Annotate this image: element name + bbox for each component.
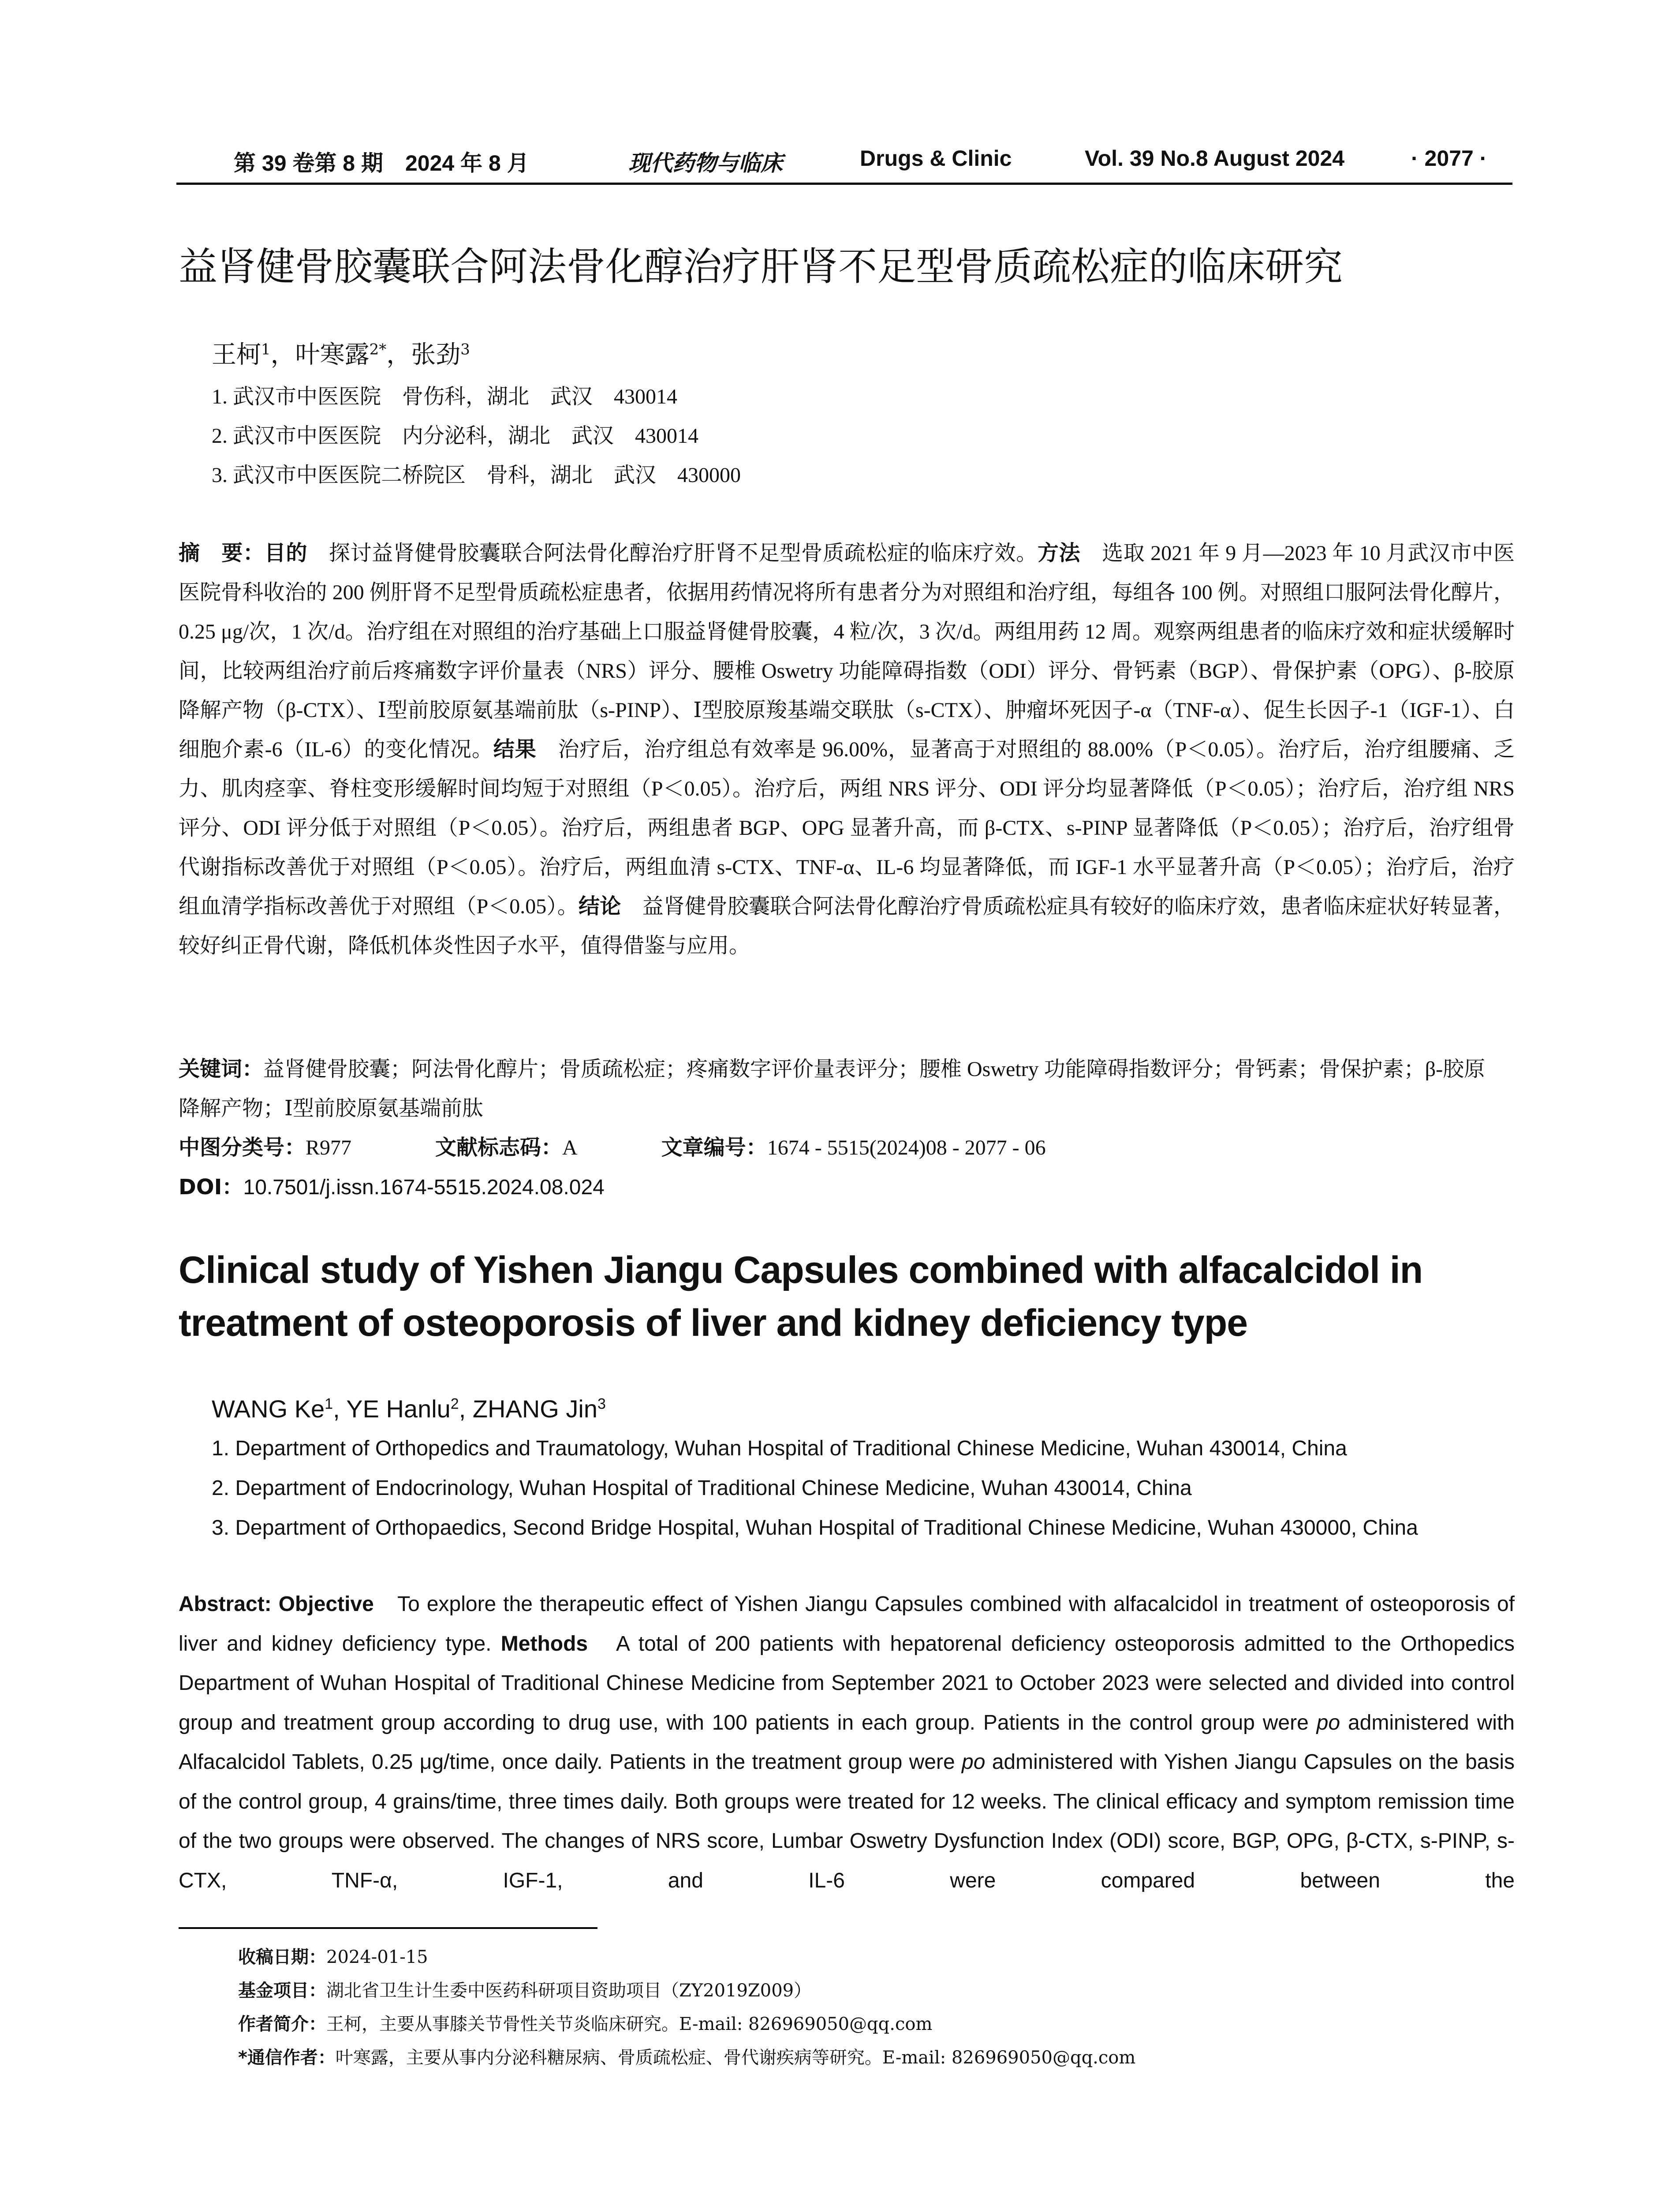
methods-label-cn: 方法 — [1037, 541, 1081, 565]
author-separator: , — [459, 1395, 473, 1423]
conclusion-cn: 益肾健骨胶囊联合阿法骨化醇治疗骨质疏松症具有较好的临床疗效，患者临床症状好转显著，较好纠正骨代谢，降低机体炎性因子水平，值得借鉴与应用。 — [179, 895, 1515, 957]
abstract-en — [179, 1585, 1515, 1900]
affiliation-cn: 1. 武汉市中医医院 骨伤科，湖北 武汉 430014 — [212, 385, 678, 408]
author-en: ZHANG Jin — [472, 1395, 597, 1423]
author-separator: ， — [270, 340, 295, 369]
keywords-cn — [179, 1050, 1501, 1128]
footnote-received — [238, 1940, 1135, 1974]
methods-en-2: administered with Alfacalcidol Tablets, 0.25 μg/time, once daily. Patients in the treatment group were — [179, 1711, 1515, 1774]
objective-en: To explore the therapeutic effect of Yishen Jiangu Capsules combined with alfacalcidol in treatment of osteoporosis of liver and kidney deficiency type. — [179, 1592, 1515, 1656]
article-number-label: 文章编号： — [661, 1135, 767, 1160]
methods-en-1: A total of 200 patients with hepatorenal deficiency osteoporosis admitted to the Orthopedics Department of Wuhan Hospital of Traditional Chinese Medicine from September 2021 to October 2023 were selected and divided into control group and treatment group according to drug use, with 100 patients in each group. Patients in the control group were — [179, 1632, 1515, 1734]
affiliation-cn: 3. 武汉市中医医院二桥院区 骨科，湖北 武汉 430000 — [212, 463, 741, 487]
header-issue-cn: 第 39 卷第 8 期 2024 年 8 月 — [234, 151, 529, 176]
author-en: WANG Ke — [212, 1395, 325, 1423]
po-italic: po — [962, 1750, 986, 1774]
corresponding-text: 叶寒露，主要从事内分泌科糖尿病、骨质疏松症、骨代谢疾病等研究。E-mail: 826969050@qq.com — [335, 2048, 1136, 2068]
affiliations-en — [212, 1429, 1418, 1548]
author-cn-sup: 1 — [261, 340, 271, 359]
affiliation-en: 2. Department of Endocrinology, Wuhan Hospital of Traditional Chinese Medicine, Wuhan 430014, China — [212, 1476, 1192, 1500]
authors-en — [212, 1391, 606, 1427]
author-cn: 叶寒露 — [295, 340, 370, 369]
abstract-cn — [179, 534, 1515, 965]
header-journal-cn: 现代药物与临床 — [628, 150, 783, 176]
article-number-value: 1674 - 5515(2024)08 - 2077 - 06 — [767, 1136, 1046, 1159]
author-cn: 王柯 — [212, 340, 261, 369]
clc-value: R977 — [306, 1136, 352, 1159]
title-cn: 益肾健骨胶囊联合阿法骨化醇治疗肝肾不足型骨质疏松症的临床研究 — [179, 244, 1343, 289]
authors-cn — [212, 337, 470, 373]
doi-label: DOI： — [179, 1175, 243, 1200]
footnotes — [238, 1940, 1135, 2074]
author-en-sup: 1 — [325, 1395, 333, 1413]
results-label-cn: 结果 — [493, 737, 537, 762]
author-bio-label: 作者简介： — [238, 2014, 326, 2034]
methods-label-en: Methods — [500, 1632, 588, 1656]
abstract-cn-label: 摘 要： — [179, 541, 265, 565]
footnote-rule — [179, 1927, 597, 1929]
clc-label: 中图分类号： — [179, 1135, 306, 1160]
header-issue-en: Vol. 39 No.8 August 2024 — [1085, 146, 1345, 171]
objective-cn: 探讨益肾健骨胶囊联合阿法骨化醇治疗肝肾不足型骨质疏松症的临床疗效。 — [307, 542, 1038, 565]
header-page-number: · 2077 · — [1411, 146, 1487, 171]
affiliation-cn: 2. 武汉市中医医院 内分泌科，湖北 武汉 430014 — [212, 424, 699, 448]
received-date: 2024-01-15 — [326, 1947, 428, 1967]
objective-label-cn: 目的 — [264, 541, 308, 565]
author-en-sup: 3 — [597, 1395, 606, 1413]
classification-line — [179, 1128, 1046, 1167]
keywords-label-cn: 关键词： — [179, 1057, 264, 1081]
abstract-en-label: Abstract: — [179, 1592, 279, 1616]
footnote-corresponding — [238, 2041, 1135, 2074]
author-en-sup: 2 — [450, 1395, 459, 1413]
author-en: YE Hanlu — [346, 1395, 451, 1423]
affiliations-cn — [212, 377, 741, 495]
author-cn-sup: 2* — [369, 340, 387, 359]
methods-cn: 选取 2021 年 9 月—2023 年 10 月武汉市中医医院骨科收治的 200 例肝肾不足型骨质疏松症患者，依据用药情况将所有患者分为对照组和治疗组，每组各 100 例。对照组口服阿法骨化醇片，0.25 μg/次，1 次/d。治疗组在对照组的治疗基础上口服益肾健骨胶囊，4 粒/次，3 次/d。两组用药 12 周。观察两组患者的临床疗效和症状缓解时间，比较两组治疗前后疼痛数字评价量表（NRS）评分、腰椎 Oswetry 功能障碍指数（ODI）评分、骨钙素（BGP）、骨保护素（OPG）、β-胶原降解产物（β-CTX）、Ⅰ型前胶原氨基端前肽（s-PINP）、Ⅰ型胶原羧基端交联肽（s-CTX）、肿瘤坏死因子-α（TNF-α）、促生长因子-1（IGF-1）、白细胞介素-6（IL-6）的变化情况。 — [179, 542, 1515, 761]
doi-value[interactable]: 10.7501/j.issn.1674-5515.2024.08.024 — [243, 1176, 605, 1199]
affiliation-en: 1. Department of Orthopedics and Traumatology, Wuhan Hospital of Traditional Chinese Medicine, Wuhan 430014, China — [212, 1437, 1347, 1460]
received-label: 收稿日期： — [238, 1947, 326, 1967]
footnote-author — [238, 2007, 1135, 2041]
doi-line — [179, 1168, 605, 1207]
fund-text: 湖北省卫生计生委中医药科研项目资助项目（ZY2019Z009） — [326, 1981, 812, 2001]
author-bio-text: 王柯，主要从事膝关节骨性关节炎临床研究。E-mail: 826969050@qq.com — [326, 2014, 933, 2034]
affiliation-en: 3. Department of Orthopaedics, Second Bridge Hospital, Wuhan Hospital of Traditional Chinese Medicine, Wuhan 430000, China — [212, 1516, 1418, 1540]
header-journal-en: Drugs & Clinic — [860, 146, 1012, 171]
author-separator: ， — [386, 340, 411, 369]
corresponding-label: *通信作者： — [238, 2048, 336, 2068]
doc-code-label: 文献标志码： — [435, 1135, 563, 1160]
author-separator: , — [333, 1395, 347, 1423]
keywords-text-cn: 益肾健骨胶囊；阿法骨化醇片；骨质疏松症；疼痛数字评价量表评分；腰椎 Oswetry 功能障碍指数评分；骨钙素；骨保护素；β-胶原降解产物；Ⅰ型前胶原氨基端前肽 — [179, 1058, 1486, 1120]
title-en: Clinical study of Yishen Jiangu Capsules combined with alfacalcidol in treatment of osteoporosis of liver and kidney deficiency type — [179, 1249, 1423, 1344]
footnote-fund — [238, 1974, 1135, 2007]
author-cn: 张劲 — [411, 340, 461, 369]
conclusion-label-cn: 结论 — [579, 894, 621, 919]
methods-en-3: administered with Yishen Jiangu Capsules on the basis of the control group, 4 grains/time, three times daily. Both groups were treated for 12 weeks. The clinical efficacy and symptom remission time of the two groups were observed. The changes of NRS score, Lumbar Oswetry Dysfunction Index (ODI) score, BGP, OPG, β-CTX, s-PINP, s-CTX, TNF-α, IGF-1, and IL-6 were compared between the — [179, 1750, 1515, 1892]
doc-code-value: A — [562, 1136, 578, 1159]
fund-label: 基金项目： — [238, 1981, 326, 2001]
running-header — [176, 140, 1512, 185]
po-italic: po — [1316, 1711, 1340, 1734]
objective-label-en: Objective — [278, 1592, 374, 1616]
author-cn-sup: 3 — [460, 340, 470, 359]
results-cn: 治疗后，治疗组总有效率是 96.00%，显著高于对照组的 88.00%（P＜0.05）。治疗后，治疗组腰痛、乏力、肌肉痉挛、脊柱变形缓解时间均短于对照组（P＜0.05）。治疗后，两组 NRS 评分、ODI 评分均显著降低（P＜0.05）；治疗后，治疗组 NRS 评分、ODI 评分低于对照组（P＜0.05）。治疗后，两组患者 BGP、OPG 显著升高，而 β-CTX、s-PINP 显著降低（P＜0.05）；治疗后，治疗组骨代谢指标改善优于对照组（P＜0.05）。治疗后，两组血清 s-CTX、TNF-α、IL-6 均显著降低，而 IGF-1 水平显著升高（P＜0.05）；治疗后，治疗组血清学指标改善优于对照组（P＜0.05）。 — [179, 738, 1515, 918]
